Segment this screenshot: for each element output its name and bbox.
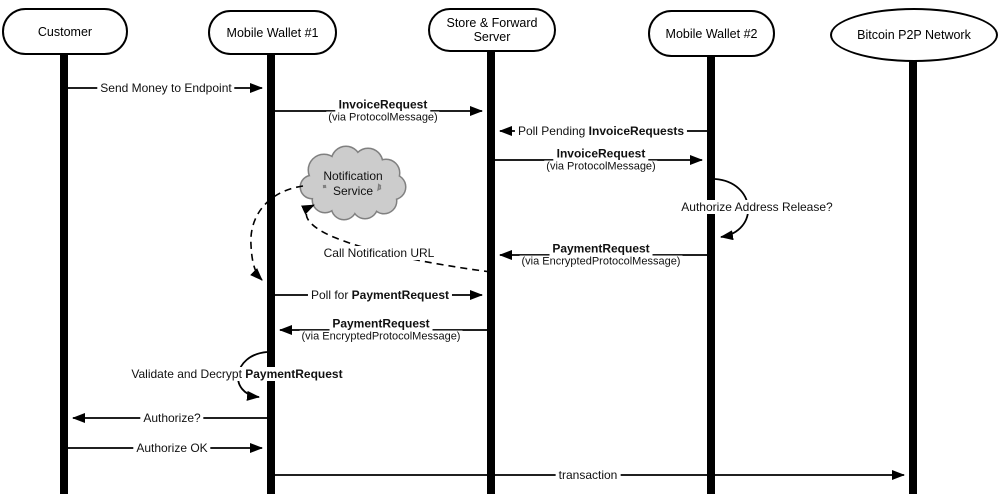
label-invoice-request-1: InvoiceRequest (via ProtocolMessage) [328,97,438,124]
notification-service-label: Notification Service [323,169,383,198]
label-authorize-ok: Authorize OK [133,441,210,455]
lifeline-mobile-wallet-2 [707,56,715,494]
actor-customer [2,8,128,55]
label-invoice-request-2: InvoiceRequest (via ProtocolMessage) [546,146,656,173]
lifeline-customer [60,54,68,494]
actor-store-forward-server-label: Store & Forward Server [446,16,538,44]
label-validate-decrypt: Validate and Decrypt PaymentRequest [128,367,345,381]
label-send-money: Send Money to Endpoint [97,81,234,95]
label-poll-for-paymentrequest: Poll for PaymentRequest [308,288,452,302]
dashed-arrow-notify-wallet1 [251,186,303,280]
actor-customer-label: Customer [37,24,93,39]
actor-store-forward-server [428,8,556,52]
actor-mobile-wallet-1-label: Mobile Wallet #1 [226,25,319,40]
label-payment-request-1: PaymentRequest (via EncryptedProtocolMessage) [521,241,681,268]
actor-bitcoin-p2p-network [830,8,998,62]
label-transaction: transaction [556,468,621,482]
lifeline-store-forward-server [487,51,495,494]
actor-mobile-wallet-2 [648,10,775,57]
lifeline-mobile-wallet-1 [267,55,275,494]
label-payment-request-2: PaymentRequest (via EncryptedProtocolMessage) [301,316,461,343]
actor-mobile-wallet-2-label: Mobile Wallet #2 [665,26,758,41]
lifeline-bitcoin-p2p-network [909,61,917,494]
label-poll-pending: Poll Pending InvoiceRequests [515,124,687,138]
actor-mobile-wallet-1 [208,10,337,55]
actor-bitcoin-p2p-network-label: Bitcoin P2P Network [857,28,971,42]
label-authorize-question: Authorize? [140,411,203,425]
label-call-notification-url: Call Notification URL [321,246,438,260]
label-authorize-address-release: Authorize Address Release? [678,200,835,214]
